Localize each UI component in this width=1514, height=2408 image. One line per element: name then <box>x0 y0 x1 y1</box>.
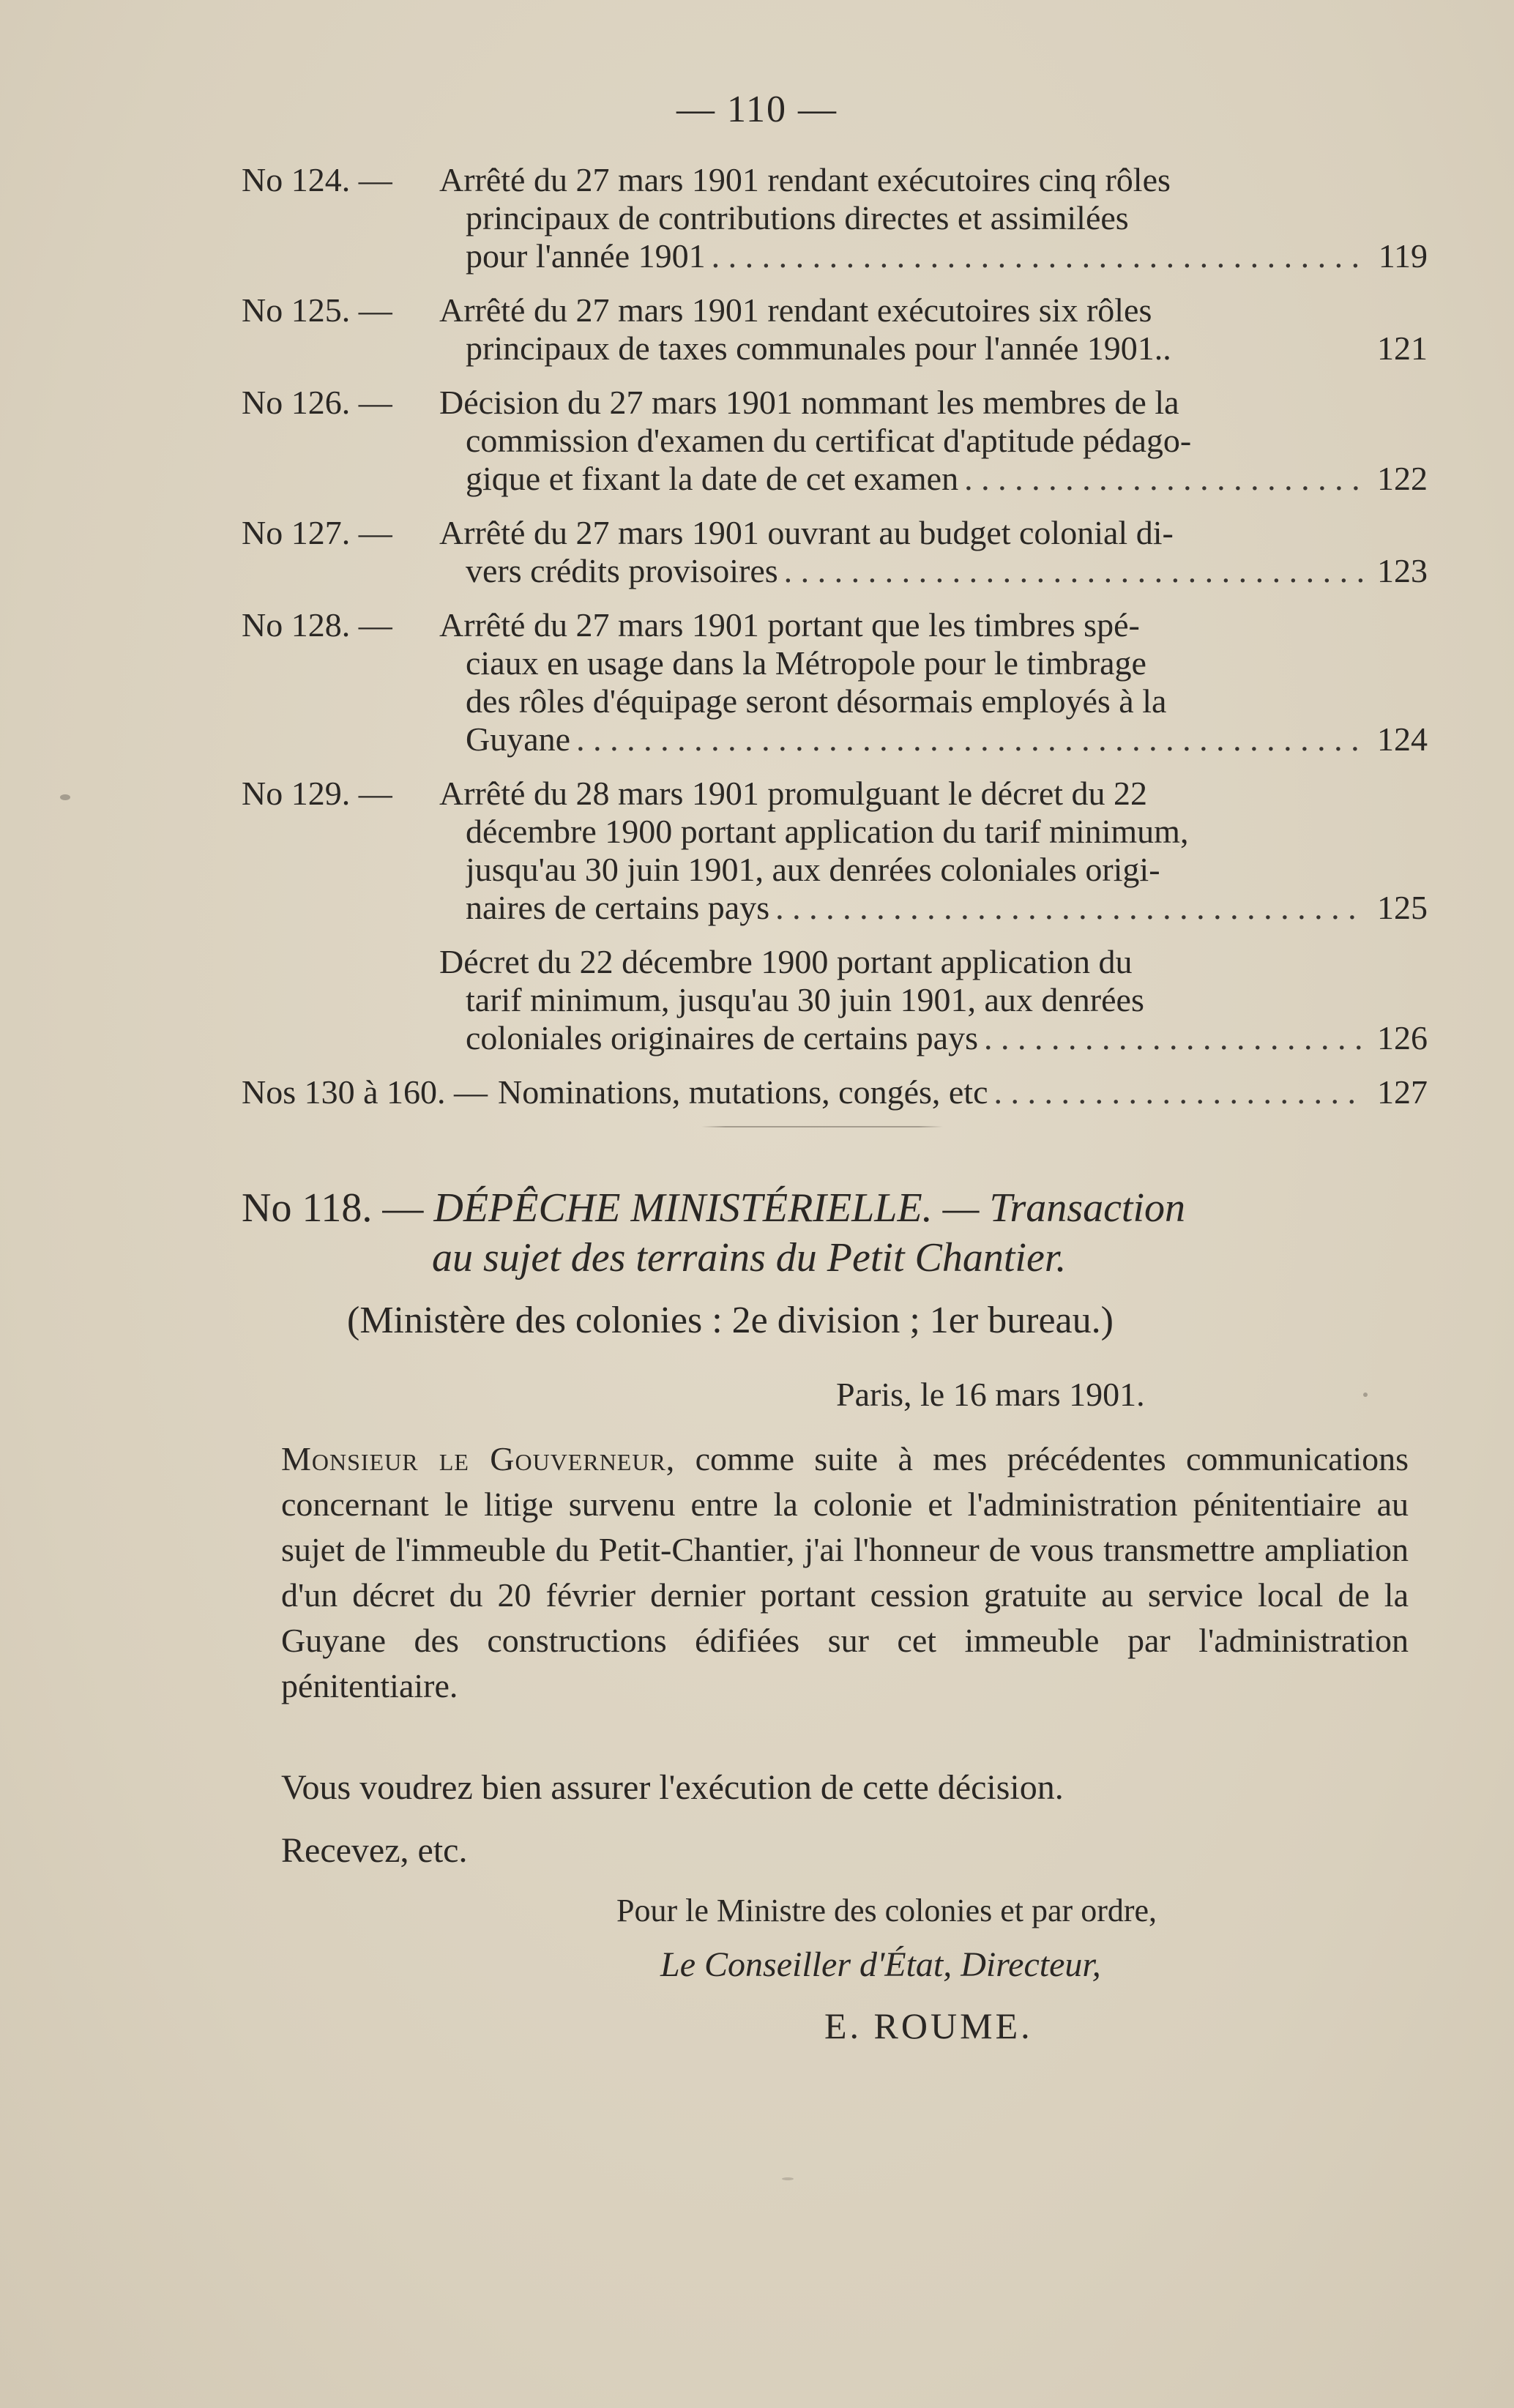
section-divider <box>701 1126 943 1127</box>
toc-entry-line: Arrêté du 27 mars 1901 rendant exécutoires cinq rôles <box>439 161 1171 198</box>
toc-entry-line: Arrêté du 28 mars 1901 promulguant le décret du 22 <box>439 775 1148 812</box>
toc-entry-line: décembre 1900 portant application du tarif minimum, <box>466 813 1189 850</box>
leader-dots <box>712 237 1363 275</box>
signatory-name: E. ROUME. <box>824 2005 1033 2046</box>
toc-page-ref: 124 <box>1377 720 1428 758</box>
toc-entry-line: vers crédits provisoires <box>466 552 778 589</box>
leader-dots <box>964 460 1363 498</box>
paper-spot <box>60 794 70 800</box>
toc-entry-line: naires de certains pays <box>466 889 770 926</box>
toc-page-ref: 126 <box>1377 1019 1428 1056</box>
toc-entry-line: principaux de contributions directes et assimilées <box>466 199 1129 236</box>
toc-entry-line: principaux de taxes communales pour l'année 1901.. <box>466 329 1171 367</box>
toc-entry-number: No 124. — <box>242 161 392 198</box>
toc-entry-number: No 129. — <box>242 775 392 812</box>
heading-title: DÉPÊCHE MINISTÉRIELLE. — Transaction <box>433 1185 1186 1231</box>
toc-entry-number: No 125. — <box>242 291 392 329</box>
toc-entry-number: No 128. — <box>242 606 392 644</box>
toc-entry-line: Arrêté du 27 mars 1901 rendant exécutoires six rôles <box>439 291 1152 329</box>
closing-formula: Recevez, etc. <box>281 1831 468 1870</box>
toc-entry-number: No 127. — <box>242 514 392 551</box>
closing-paragraph: Vous voudrez bien assurer l'exécution de cette décision. <box>281 1768 1064 1807</box>
toc-entry-line: ciaux en usage dans la Métropole pour le timbrage <box>466 644 1146 682</box>
leader-dots <box>984 1019 1363 1057</box>
heading-number: No 118. — <box>242 1185 424 1231</box>
toc-entry-line: tarif minimum, jusqu'au 30 juin 1901, aux denrées <box>466 981 1144 1018</box>
toc-page-ref: 123 <box>1377 552 1428 589</box>
toc-entry-line: des rôles d'équipage seront désormais employés à la <box>466 682 1167 720</box>
body-paragraph: comme suite à mes précédentes communications concernant le litige survenu entre la colonie et l'administration pénitentiaire au sujet de l'immeuble du Petit-Chantier, j'ai l'honneur de vous transmettre ampliation d'un décret du 20 février dernier portant cession gratuite au service local de la Guyane des constructions édifiées sur cet immeuble par l'administration pénitentiaire. <box>281 1440 1409 1704</box>
toc-entry-line: coloniales originaires de certains pays <box>466 1019 978 1056</box>
toc-entry-number: Nos 130 à 160. — <box>242 1073 488 1111</box>
leader-dots <box>994 1073 1364 1111</box>
toc-entry-line: pour l'année 1901 <box>466 237 706 275</box>
toc-entry-129 <box>242 775 1428 927</box>
paper-spot <box>1363 1393 1368 1397</box>
toc-entry-128 <box>242 606 1428 758</box>
toc-entry-line: Décision du 27 mars 1901 nommant les membres de la <box>439 384 1179 421</box>
leader-dots <box>775 889 1363 927</box>
signature-line-1: Pour le Ministre des colonies et par ordre, <box>616 1893 1157 1928</box>
toc-entry-125 <box>242 291 1428 368</box>
table-of-contents <box>242 161 1428 1127</box>
toc-page-ref: 121 <box>1377 329 1428 367</box>
toc-entry-126 <box>242 384 1428 498</box>
toc-entry-line: Décret du 22 décembre 1900 portant application du <box>439 943 1133 980</box>
toc-entry-130-160 <box>242 1073 1428 1111</box>
toc-entry-line: commission d'examen du certificat d'aptitude pédago- <box>466 422 1192 459</box>
document-heading <box>242 1183 1420 1283</box>
toc-entry-line: jusqu'au 30 juin 1901, aux denrées coloniales origi- <box>466 851 1160 888</box>
toc-page-ref: 122 <box>1377 460 1428 497</box>
toc-entry-127 <box>242 514 1428 590</box>
toc-entry-line: gique et fixant la date de cet examen <box>466 460 959 497</box>
toc-page-ref: 119 <box>1378 237 1428 275</box>
signature-line-2: Le Conseiller d'État, Directeur, <box>660 1945 1101 1984</box>
toc-entry-line: Arrêté du 27 mars 1901 portant que les timbres spé- <box>439 606 1140 644</box>
toc-entry-line: Nominations, mutations, congés, etc <box>498 1073 988 1111</box>
leader-dots <box>784 552 1363 590</box>
toc-entry-number: No 126. — <box>242 384 392 421</box>
salutation: Monsieur le Gouverneur, <box>281 1440 676 1477</box>
toc-sub-entry <box>439 943 1428 1057</box>
toc-entry-line: Arrêté du 27 mars 1901 ouvrant au budget colonial di- <box>439 514 1174 551</box>
letter-date: Paris, le 16 mars 1901. <box>836 1376 1145 1413</box>
toc-page-ref: 125 <box>1377 889 1428 926</box>
leader-dots <box>576 720 1363 758</box>
toc-entry-124 <box>242 161 1428 275</box>
toc-entry-line: Guyane <box>466 720 571 758</box>
paper-spot <box>782 2177 794 2180</box>
ministry-reference: (Ministère des colonies : 2e division ; 1er bureau.) <box>347 1300 1114 1341</box>
page-number: — 110 — <box>676 89 838 130</box>
toc-page-ref: 127 <box>1377 1073 1428 1111</box>
letter-body <box>281 1436 1409 1709</box>
heading-subtitle: au sujet des terrains du Petit Chantier. <box>432 1235 1067 1281</box>
